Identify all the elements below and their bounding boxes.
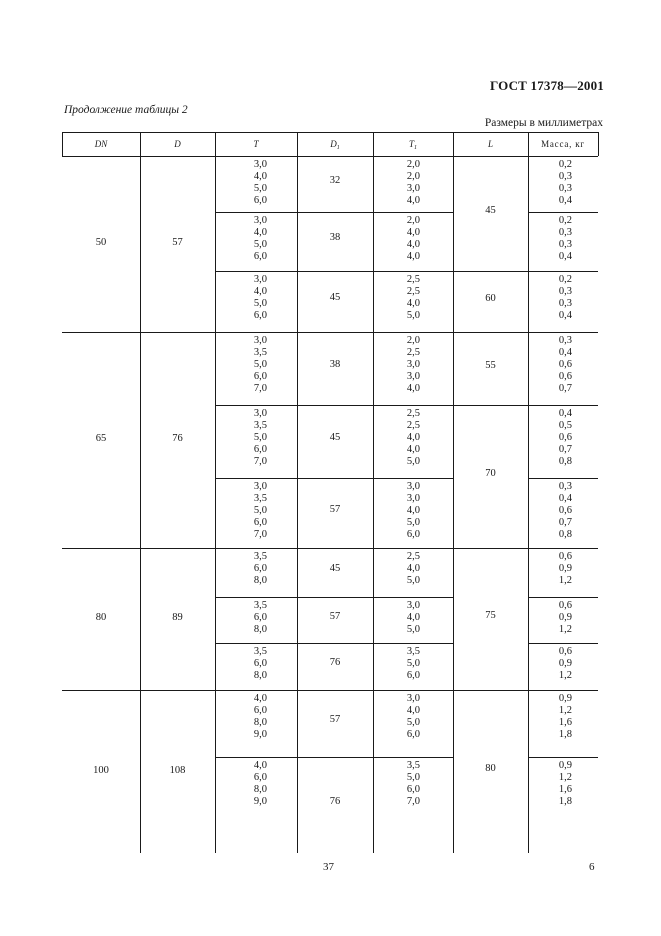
d-value: 89 <box>172 612 183 623</box>
mass-value: 0,6 <box>558 646 572 657</box>
column-header-subscript: 1 <box>414 145 417 151</box>
column-header <box>62 139 140 149</box>
t-value: 9,0 <box>253 796 267 807</box>
t1-value: 6,0 <box>406 729 420 740</box>
d-value: 108 <box>169 764 186 776</box>
t-value: 5,0 <box>253 239 267 250</box>
mass-value: 0,7 <box>558 383 572 394</box>
t-value: 3,0 <box>253 335 267 346</box>
l-value: 70 <box>485 467 496 479</box>
d1-value: 38 <box>329 232 341 244</box>
mass-value: 0,7 <box>558 517 572 528</box>
t-value: 6,0 <box>253 251 267 262</box>
l-value: 60 <box>485 292 496 304</box>
column-header <box>373 139 453 151</box>
t-value: 6,0 <box>253 371 267 382</box>
t1-value: 3,5 <box>406 646 420 657</box>
d1-value: 76 <box>329 657 341 669</box>
mass-value: 0,9 <box>558 760 572 771</box>
mass-value: 1,8 <box>558 796 572 807</box>
t-value: 8,0 <box>253 784 267 795</box>
t1-value: 2,0 <box>406 159 420 170</box>
mass-value: 1,2 <box>558 624 572 635</box>
row-rule-mass <box>528 271 598 272</box>
mass-value: 0,3 <box>558 171 572 182</box>
t1-value: 3,0 <box>406 600 420 611</box>
t-value: 8,0 <box>253 624 267 635</box>
t-value: 3,0 <box>253 274 267 285</box>
dn-value: 50 <box>95 237 107 248</box>
column-header <box>453 139 528 149</box>
d1-value: 32 <box>329 174 341 186</box>
t1-value: 3,0 <box>406 481 420 492</box>
mass-value: 0,5 <box>558 420 572 431</box>
t1-value: 2,0 <box>406 215 420 226</box>
sheet-number: 6 <box>589 861 595 873</box>
t-value: 3,0 <box>253 215 267 226</box>
t1-value: 5,0 <box>406 717 420 728</box>
l-value: 45 <box>485 204 496 216</box>
t1-value: 4,0 <box>406 227 420 238</box>
t-value: 8,0 <box>253 670 267 681</box>
mass-value: 0,2 <box>558 215 572 226</box>
mass-value: 0,2 <box>558 274 572 285</box>
mass-value: 0,4 <box>558 251 572 262</box>
mass-value: 0,6 <box>558 600 572 611</box>
t-value: 7,0 <box>253 383 267 394</box>
t-value: 3,5 <box>253 347 267 358</box>
group-rule <box>62 548 598 549</box>
t-value: 5,0 <box>253 183 267 194</box>
t-value: 4,0 <box>253 171 267 182</box>
t-value: 9,0 <box>253 729 267 740</box>
column-rule <box>453 132 454 853</box>
column-header <box>215 139 297 149</box>
units-caption: Размеры в миллиметрах <box>484 117 603 129</box>
mass-value: 0,4 <box>558 310 572 321</box>
mass-value: 0,4 <box>558 347 572 358</box>
row-rule <box>215 643 453 644</box>
mass-value: 0,6 <box>558 505 572 516</box>
mass-value: 0,3 <box>558 298 572 309</box>
t1-value: 6,0 <box>406 670 420 681</box>
mass-value: 1,6 <box>558 784 572 795</box>
t1-value: 5,0 <box>406 772 420 783</box>
mass-value: 0,6 <box>558 371 572 382</box>
table-edge-header <box>598 132 599 156</box>
t-value: 5,0 <box>253 432 267 443</box>
t-value: 6,0 <box>253 563 267 574</box>
column-header <box>528 139 598 149</box>
t-value: 7,0 <box>253 529 267 540</box>
d1-value: 45 <box>329 563 341 575</box>
t1-value: 4,0 <box>406 444 420 455</box>
row-rule <box>215 212 453 213</box>
mass-value: 0,9 <box>558 693 572 704</box>
mass-value: 0,9 <box>558 658 572 669</box>
column-header-label: T <box>253 139 259 149</box>
l-value: 55 <box>485 359 496 371</box>
l-value: 75 <box>485 610 496 621</box>
l-span-rule <box>453 405 528 406</box>
t-value: 3,0 <box>253 159 267 170</box>
mass-value: 1,2 <box>558 705 572 716</box>
mass-value: 0,3 <box>558 286 572 297</box>
t-value: 6,0 <box>253 772 267 783</box>
t-value: 4,0 <box>253 286 267 297</box>
t1-value: 2,0 <box>406 335 420 346</box>
group-rule <box>62 690 598 691</box>
row-rule <box>215 405 453 406</box>
t-value: 3,5 <box>253 646 267 657</box>
t-value: 5,0 <box>253 505 267 516</box>
t-value: 6,0 <box>253 444 267 455</box>
t-value: 3,0 <box>253 481 267 492</box>
t1-value: 4,0 <box>406 563 420 574</box>
l-value: 80 <box>485 762 496 774</box>
t-value: 8,0 <box>253 717 267 728</box>
row-rule <box>215 757 453 758</box>
t-value: 3,5 <box>253 600 267 611</box>
d1-value: 45 <box>329 292 341 304</box>
t-value: 6,0 <box>253 310 267 321</box>
table-continuation-caption: Продолжение таблицы 2 <box>64 104 188 116</box>
t1-value: 2,5 <box>406 347 420 358</box>
t1-value: 4,0 <box>406 195 420 206</box>
mass-value: 1,8 <box>558 729 572 740</box>
mass-value: 0,2 <box>558 159 572 170</box>
mass-value: 0,9 <box>558 612 572 623</box>
row-rule-mass <box>528 643 598 644</box>
mass-value: 0,6 <box>558 432 572 443</box>
d1-value: 57 <box>329 714 341 726</box>
mass-value: 0,8 <box>558 456 572 467</box>
l-span-rule <box>453 271 528 272</box>
t1-value: 5,0 <box>406 517 420 528</box>
t-value: 6,0 <box>253 195 267 206</box>
t1-value: 7,0 <box>406 796 420 807</box>
d1-value: 38 <box>329 359 341 371</box>
t1-value: 4,0 <box>406 432 420 443</box>
dn-value: 80 <box>95 612 107 623</box>
row-rule-mass <box>528 478 598 479</box>
t-value: 5,0 <box>253 359 267 370</box>
column-header <box>297 139 373 151</box>
t1-value: 4,0 <box>406 298 420 309</box>
mass-value: 0,4 <box>558 493 572 504</box>
t-value: 4,0 <box>253 693 267 704</box>
column-header-label: T <box>408 139 414 149</box>
d1-value: 57 <box>329 610 341 622</box>
t1-value: 4,0 <box>406 251 420 262</box>
t-value: 6,0 <box>253 612 267 623</box>
t-value: 4,0 <box>253 760 267 771</box>
table-top-rule <box>62 132 598 133</box>
t-value: 4,0 <box>253 227 267 238</box>
column-header-label: D <box>330 139 337 149</box>
t1-value: 3,0 <box>406 359 420 370</box>
t1-value: 4,0 <box>406 383 420 394</box>
row-rule <box>215 597 453 598</box>
t1-value: 2,5 <box>406 420 420 431</box>
t-value: 7,0 <box>253 456 267 467</box>
standard-code: ГОСТ 17378—2001 <box>489 78 604 93</box>
t1-value: 3,5 <box>406 760 420 771</box>
column-header <box>140 139 215 149</box>
d-value: 76 <box>172 433 183 444</box>
t1-value: 2,0 <box>406 171 420 182</box>
d1-value: 76 <box>329 795 341 807</box>
row-rule-mass <box>528 757 598 758</box>
t-value: 3,5 <box>253 551 267 562</box>
t-value: 3,5 <box>253 493 267 504</box>
t1-value: 4,0 <box>406 705 420 716</box>
t-value: 5,0 <box>253 298 267 309</box>
t1-value: 2,5 <box>406 286 420 297</box>
t1-value: 3,0 <box>406 371 420 382</box>
column-header-label: L <box>487 139 493 149</box>
column-header-subscript: 1 <box>336 145 340 151</box>
mass-value: 1,2 <box>558 575 572 586</box>
d1-value: 57 <box>329 503 341 515</box>
mass-value: 1,2 <box>558 772 572 783</box>
t-value: 8,0 <box>253 575 267 586</box>
t1-value: 5,0 <box>406 310 420 321</box>
t1-value: 3,0 <box>406 493 420 504</box>
column-header-label: Масса, кг <box>541 139 585 149</box>
group-rule <box>62 332 598 333</box>
mass-value: 0,3 <box>558 239 572 250</box>
t-value: 3,0 <box>253 408 267 419</box>
header-bottom-rule <box>62 156 598 157</box>
t1-value: 5,0 <box>406 456 420 467</box>
mass-value: 0,9 <box>558 563 572 574</box>
mass-value: 1,6 <box>558 717 572 728</box>
t1-value: 5,0 <box>406 624 420 635</box>
t1-value: 2,5 <box>406 274 420 285</box>
t1-value: 4,0 <box>406 505 420 516</box>
t1-value: 4,0 <box>406 612 420 623</box>
t-value: 6,0 <box>253 658 267 669</box>
row-rule-mass <box>528 405 598 406</box>
mass-value: 0,6 <box>558 551 572 562</box>
t-value: 6,0 <box>253 705 267 716</box>
mass-value: 0,4 <box>558 408 572 419</box>
mass-value: 0,3 <box>558 183 572 194</box>
dn-value: 65 <box>95 433 107 444</box>
mass-value: 0,3 <box>558 481 572 492</box>
t1-value: 5,0 <box>406 575 420 586</box>
mass-value: 0,4 <box>558 195 572 206</box>
page-number: 37 <box>323 861 334 873</box>
mass-value: 0,6 <box>558 359 572 370</box>
mass-value: 1,2 <box>558 670 572 681</box>
mass-value: 0,3 <box>558 227 572 238</box>
t-value: 3,5 <box>253 420 267 431</box>
t1-value: 2,5 <box>406 408 420 419</box>
row-rule-mass <box>528 597 598 598</box>
mass-value: 0,8 <box>558 529 572 540</box>
mass-value: 0,3 <box>558 335 572 346</box>
d-value: 57 <box>172 237 183 248</box>
column-header-label: D <box>174 139 181 149</box>
mass-value: 0,7 <box>558 444 572 455</box>
t1-value: 6,0 <box>406 529 420 540</box>
t1-value: 4,0 <box>406 239 420 250</box>
t1-value: 3,0 <box>406 183 420 194</box>
t1-value: 2,5 <box>406 551 420 562</box>
row-rule <box>215 478 453 479</box>
column-header-label: DN <box>94 139 108 149</box>
d1-value: 45 <box>329 432 341 444</box>
t1-value: 6,0 <box>406 784 420 795</box>
row-rule-mass <box>528 212 598 213</box>
t1-value: 3,0 <box>406 693 420 704</box>
t-value: 6,0 <box>253 517 267 528</box>
t1-value: 5,0 <box>406 658 420 669</box>
row-rule <box>215 271 453 272</box>
dn-value: 100 <box>93 764 109 776</box>
